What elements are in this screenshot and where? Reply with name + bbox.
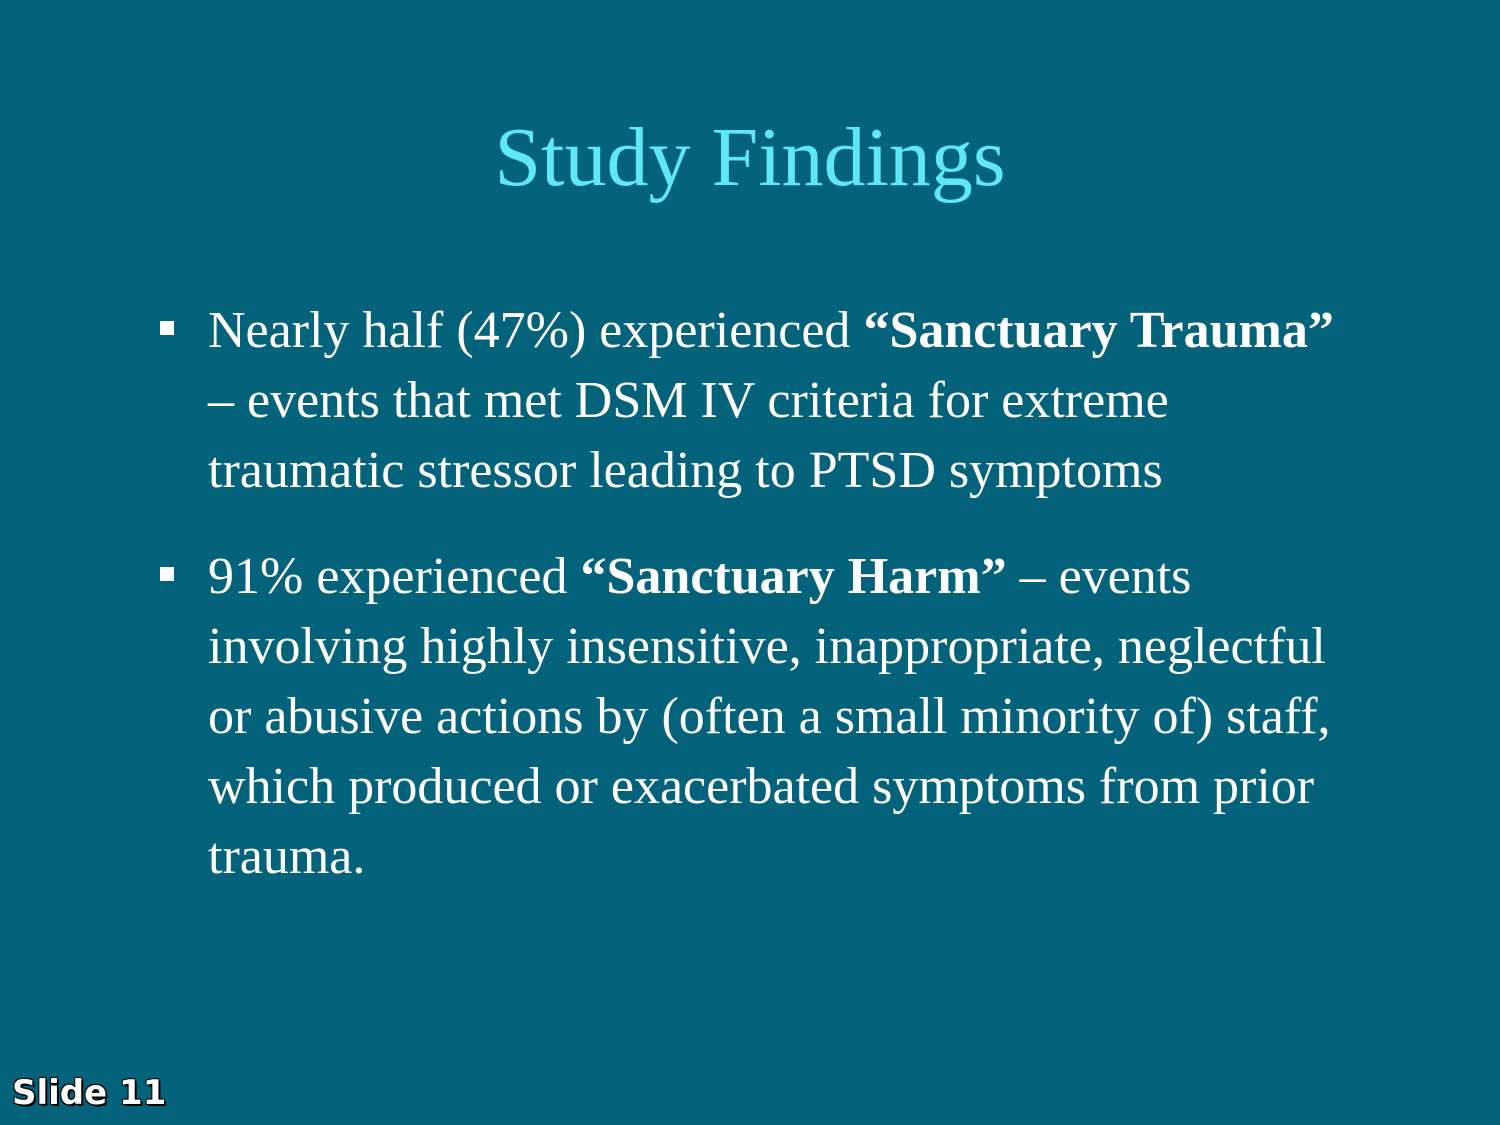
- square-bullet-icon: [160, 567, 174, 581]
- bullet-text-prefix: Nearly half (47%) experienced: [208, 302, 864, 359]
- bullet-text-suffix: – events that met DSM IV criteria for extreme traumatic stressor leading to PTSD symptoms: [208, 372, 1169, 499]
- slide-number: Slide 11: [12, 1073, 167, 1113]
- bullet-term-bold: “Sanctuary Trauma”: [863, 302, 1334, 359]
- bullet-item-sanctuary-harm: [150, 542, 1350, 892]
- bullet-list: [150, 296, 1350, 928]
- bullet-item-sanctuary-trauma: [150, 296, 1350, 506]
- slide-title: Study Findings: [494, 111, 1006, 204]
- bullet-text-suffix: – events involving highly insensitive, inappropriate, neglectful or abusive actions by (often a small minority of) staff, which produced or exacerbated symptoms from prior trauma.: [208, 548, 1331, 885]
- bullet-text-prefix: 91% experienced: [208, 548, 581, 605]
- bullet-term-bold: “Sanctuary Harm”: [580, 548, 1007, 605]
- square-bullet-icon: [160, 321, 174, 335]
